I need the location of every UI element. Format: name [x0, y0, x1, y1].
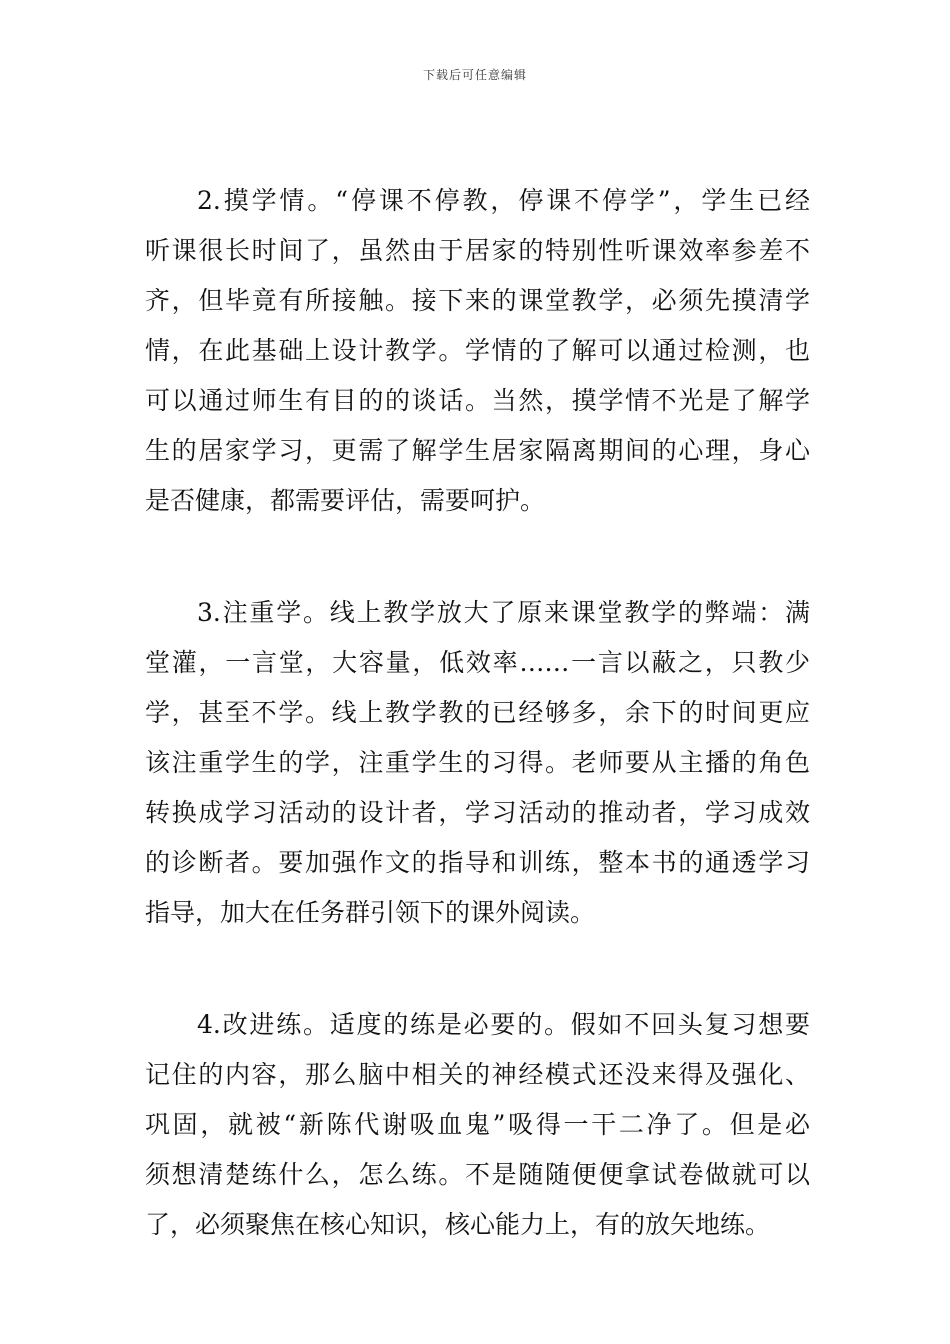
paragraph-line: 2.摸学情。“停课不停教，停课不停学”，学生已经: [197, 186, 810, 215]
paragraph-line: 巩固，就被“新陈代谢吸血鬼”吸得一干二净了。但是必: [145, 1110, 810, 1139]
document-body: [145, 176, 810, 1312]
paragraph-line: 转换成学习活动的设计者，学习活动的推动者，学习成效: [145, 798, 810, 827]
paragraph-line: 3.注重学。线上教学放大了原来课堂教学的弊端：满: [197, 598, 810, 627]
paragraph-line: 指导，加大在任务群引领下的课外阅读。: [145, 898, 596, 927]
paragraph-line: 记住的内容，那么脑中相关的神经模式还没来得及强化、: [145, 1060, 810, 1089]
paragraph-line: 生的居家学习，更需了解学生居家隔离期间的心理，身心: [145, 436, 810, 465]
paragraph-line: 听课很长时间了，虽然由于居家的特别性听课效率参差不: [145, 236, 810, 265]
paragraph-line: 堂灌，一言堂，大容量，低效率……一言以蔽之，只教少: [145, 648, 810, 677]
page-header: 下载后可任意编辑: [422, 68, 527, 82]
paragraph-improve-practice: [145, 1000, 810, 1250]
paragraph-line: 可以通过师生有目的的谈话。当然，摸学情不光是了解学: [145, 386, 810, 415]
paragraph-line: 的诊断者。要加强作文的指导和训练，整本书的通透学习: [145, 848, 810, 877]
paragraph-line: 情，在此基础上设计教学。学情的了解可以通过检测，也: [145, 336, 810, 365]
paragraph-line: 是否健康，都需要评估，需要呵护。: [145, 486, 546, 515]
paragraph-line: 4.改进练。适度的练是必要的。假如不回头复习想要: [197, 1010, 810, 1039]
paragraph-line: 该注重学生的学，注重学生的习得。老师要从主播的角色: [145, 748, 810, 777]
paragraph-line: 须想清楚练什么，怎么练。不是随随便便拿试卷做就可以: [145, 1160, 810, 1189]
paragraph-focus-learning: [145, 588, 810, 938]
paragraph-line: 学，甚至不学。线上教学教的已经够多，余下的时间更应: [145, 698, 810, 727]
paragraph-line: 了，必须聚焦在核心知识，核心能力上，有的放矢地练。: [145, 1210, 771, 1239]
paragraph-learning-situation: [145, 176, 810, 526]
paragraph-line: 齐，但毕竟有所接触。接下来的课堂教学，必须先摸清学: [145, 286, 810, 315]
